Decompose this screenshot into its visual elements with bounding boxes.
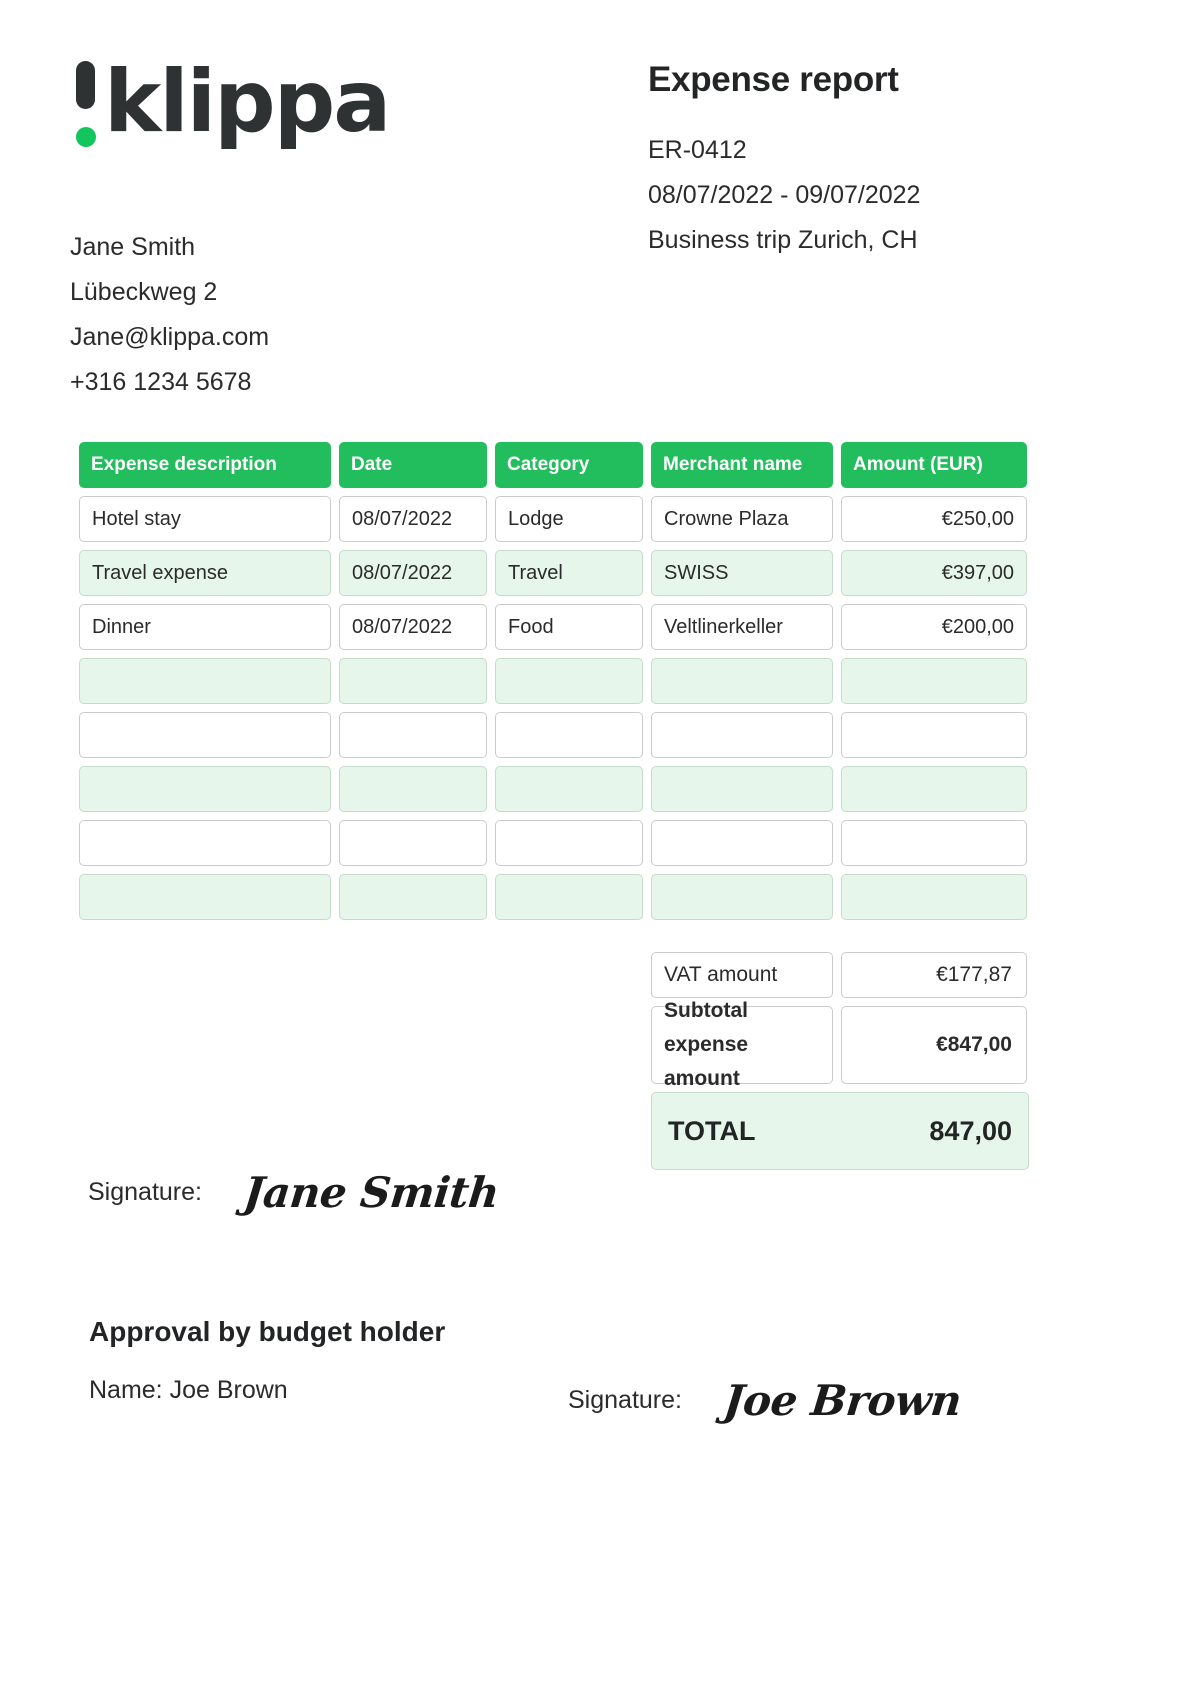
cell-category[interactable] bbox=[495, 658, 643, 704]
sender-address-block bbox=[70, 225, 269, 405]
cell-category[interactable]: Lodge bbox=[495, 496, 643, 542]
sender-name: Jane Smith bbox=[70, 233, 196, 261]
cell-description[interactable]: Travel expense bbox=[79, 550, 331, 596]
column-header-category: Category bbox=[495, 442, 643, 488]
klippa-logo-text: klippa bbox=[104, 51, 390, 152]
cell-amount[interactable] bbox=[841, 658, 1027, 704]
column-header-description: Expense description bbox=[79, 442, 331, 488]
column-header-amount: Amount (EUR) bbox=[841, 442, 1027, 488]
cell-description[interactable] bbox=[79, 766, 331, 812]
cell-amount[interactable] bbox=[841, 766, 1027, 812]
document-meta-block bbox=[648, 60, 920, 263]
subtotal-label bbox=[651, 999, 833, 1090]
grand-total-label: TOTAL bbox=[668, 1115, 756, 1146]
cell-category[interactable]: Travel bbox=[495, 550, 643, 596]
table-row bbox=[79, 550, 1029, 596]
cell-date[interactable] bbox=[339, 874, 487, 920]
table-row bbox=[79, 658, 1029, 704]
vat-label: VAT amount bbox=[651, 952, 833, 998]
employee-signature-label: Signature: bbox=[88, 1178, 202, 1206]
table-row bbox=[79, 496, 1029, 542]
cell-amount[interactable]: €200,00 bbox=[841, 604, 1027, 650]
sender-phone: +316 1234 5678 bbox=[70, 368, 252, 396]
approver-name: Name: Joe Brown bbox=[89, 1376, 288, 1404]
expense-table bbox=[79, 442, 1029, 928]
approver-signature-label: Signature: bbox=[568, 1386, 682, 1414]
cell-date[interactable] bbox=[339, 766, 487, 812]
cell-description[interactable]: Dinner bbox=[79, 604, 331, 650]
cell-category[interactable] bbox=[495, 712, 643, 758]
document-purpose: Business trip Zurich, CH bbox=[648, 226, 918, 254]
subtotal-value[interactable]: €847,00 bbox=[841, 1006, 1027, 1084]
table-row bbox=[79, 766, 1029, 812]
cell-merchant[interactable]: SWISS bbox=[651, 550, 833, 596]
table-header-row bbox=[79, 442, 1029, 488]
cell-description[interactable] bbox=[79, 712, 331, 758]
cell-merchant[interactable] bbox=[651, 658, 833, 704]
approver-signature-row bbox=[568, 1376, 964, 1425]
cell-merchant[interactable] bbox=[651, 874, 833, 920]
cell-amount[interactable] bbox=[841, 874, 1027, 920]
approval-section-title: Approval by budget holder bbox=[89, 1316, 446, 1347]
cell-description[interactable]: Hotel stay bbox=[79, 496, 331, 542]
cell-merchant[interactable] bbox=[651, 712, 833, 758]
cell-date[interactable]: 08/07/2022 bbox=[339, 604, 487, 650]
page-title: Expense report bbox=[648, 60, 899, 99]
grand-total-row bbox=[651, 1092, 1029, 1170]
subtotal-label-line2: expense amount bbox=[664, 1033, 749, 1090]
cell-description[interactable] bbox=[79, 820, 331, 866]
vat-value[interactable]: €177,87 bbox=[841, 952, 1027, 998]
sender-email: Jane@klippa.com bbox=[70, 323, 270, 351]
table-row bbox=[79, 820, 1029, 866]
cell-date[interactable] bbox=[339, 658, 487, 704]
cell-description[interactable] bbox=[79, 874, 331, 920]
cell-date[interactable] bbox=[339, 712, 487, 758]
logo-green-dot-icon bbox=[76, 127, 96, 147]
document-header bbox=[0, 40, 1190, 396]
column-header-merchant: Merchant name bbox=[651, 442, 833, 488]
subtotal-label-line1: Subtotal bbox=[664, 999, 748, 1022]
klippa-logo bbox=[70, 51, 390, 152]
cell-category[interactable] bbox=[495, 874, 643, 920]
employee-signature-value: Jane Smith bbox=[241, 1168, 502, 1217]
cell-merchant[interactable] bbox=[651, 766, 833, 812]
cell-amount[interactable]: €250,00 bbox=[841, 496, 1027, 542]
cell-description[interactable] bbox=[79, 658, 331, 704]
table-row bbox=[79, 604, 1029, 650]
table-row bbox=[79, 874, 1029, 920]
klippa-logo-mark-icon bbox=[70, 55, 114, 150]
document-date-range: 08/07/2022 - 09/07/2022 bbox=[648, 181, 921, 209]
vat-row bbox=[651, 952, 1029, 998]
cell-category[interactable]: Food bbox=[495, 604, 643, 650]
subtotal-row bbox=[651, 999, 1029, 1090]
approver-signature-value: Joe Brown bbox=[721, 1376, 964, 1425]
cell-amount[interactable]: €397,00 bbox=[841, 550, 1027, 596]
cell-amount[interactable] bbox=[841, 712, 1027, 758]
cell-date[interactable] bbox=[339, 820, 487, 866]
totals-section bbox=[651, 952, 1029, 1170]
employee-signature-row bbox=[88, 1168, 502, 1217]
cell-merchant[interactable]: Veltlinerkeller bbox=[651, 604, 833, 650]
cell-date[interactable]: 08/07/2022 bbox=[339, 550, 487, 596]
cell-category[interactable] bbox=[495, 820, 643, 866]
table-row bbox=[79, 712, 1029, 758]
cell-amount[interactable] bbox=[841, 820, 1027, 866]
grand-total-value: 847,00 bbox=[929, 1115, 1012, 1146]
cell-date[interactable]: 08/07/2022 bbox=[339, 496, 487, 542]
cell-merchant[interactable]: Crowne Plaza bbox=[651, 496, 833, 542]
cell-merchant[interactable] bbox=[651, 820, 833, 866]
document-reference: ER-0412 bbox=[648, 136, 747, 164]
column-header-date: Date bbox=[339, 442, 487, 488]
sender-street: Lübeckweg 2 bbox=[70, 278, 218, 306]
logo-bar-icon bbox=[76, 61, 95, 109]
cell-category[interactable] bbox=[495, 766, 643, 812]
